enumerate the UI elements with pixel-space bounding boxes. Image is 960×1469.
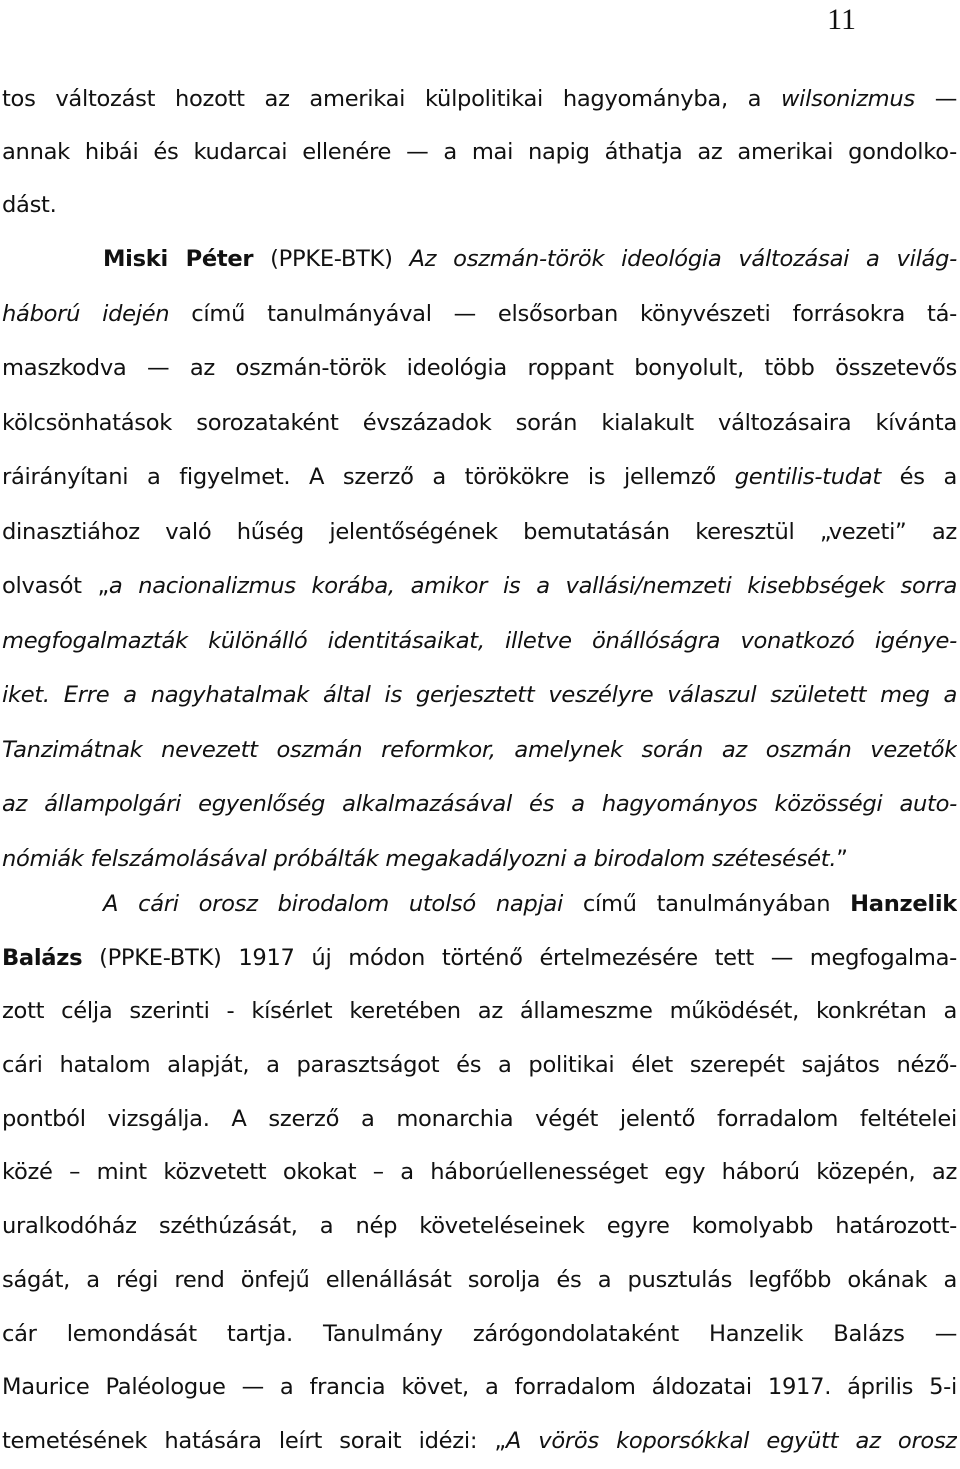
text-line bbox=[2, 1093, 957, 1147]
italic-text: Tanzimátnak nevezett oszmán reformkor, amelynek során az oszmán vezetők bbox=[2, 736, 957, 763]
text-line bbox=[2, 559, 957, 614]
text-line bbox=[2, 450, 957, 505]
text-line bbox=[2, 932, 957, 986]
paragraph bbox=[2, 878, 957, 1469]
text-run: című tanulmányával — elsősorban könyvészeti forrásokra tá- bbox=[169, 300, 957, 327]
italic-text: wilsonizmus bbox=[781, 86, 915, 112]
text-line bbox=[2, 1146, 957, 1200]
italic-text: Az oszmán-török ideológia változásai a világ- bbox=[409, 246, 957, 272]
bold-text: Balázs bbox=[2, 944, 83, 971]
text-line bbox=[2, 287, 957, 342]
text-run: cár lemondását tartja. Tanulmány zárógondolataként Hanzelik Balázs — bbox=[2, 1320, 957, 1347]
text-run: cári hatalom alapját, a parasztságot és a politikai élet szerepét sajátos néző- bbox=[2, 1052, 957, 1079]
text-run: dinasztiához való hűség jelentőségének bemutatásán keresztül „vezeti” az bbox=[2, 518, 957, 545]
italic-text: nómiák felszámolásával próbálták megakadályozni a birodalom szétesését. bbox=[2, 845, 837, 872]
page-number: 11 bbox=[827, 3, 856, 36]
text-line bbox=[2, 668, 957, 723]
text-line bbox=[2, 985, 957, 1039]
text-run: tos változást hozott az amerikai külpolitikai hagyományba, a bbox=[2, 86, 781, 112]
text-run: ságát, a régi rend önfejű ellenállását sorolja és a pusztulás legfőbb okának a bbox=[2, 1266, 957, 1293]
text-line bbox=[2, 1254, 957, 1308]
text-run: dást. bbox=[2, 192, 57, 218]
paragraph bbox=[2, 232, 957, 886]
text-run: zott célja szerinti - kísérlet keretében az állameszme működését, konkrétan a bbox=[2, 998, 957, 1025]
text-line bbox=[2, 1361, 957, 1415]
text-run: kölcsönhatások sorozataként évszázadok során kialakult változásaira kívánta bbox=[2, 409, 957, 436]
text-line bbox=[2, 878, 957, 932]
text-line bbox=[2, 614, 957, 669]
text-line bbox=[2, 1308, 957, 1362]
bold-text: Miski Péter bbox=[103, 246, 254, 272]
text-line bbox=[2, 1200, 957, 1254]
text-run: ” bbox=[836, 845, 848, 872]
text-run: uralkodóház széthúzását, a nép követeléseinek egyre komolyabb határozott- bbox=[2, 1213, 957, 1240]
italic-text: megfogalmazták különálló identitásaikat, illetve önállóságra vonatkozó igénye- bbox=[2, 627, 957, 654]
text-line bbox=[2, 179, 957, 232]
text-run: pontból vizsgálja. A szerző a monarchia végét jelentő forradalom feltételei bbox=[2, 1105, 957, 1132]
text-run: című tanulmányában bbox=[562, 891, 851, 917]
text-run: Maurice Paléologue — a francia követ, a forradalom áldozatai 1917. április 5-i bbox=[2, 1374, 957, 1401]
bold-text: Hanzelik bbox=[850, 891, 957, 917]
italic-text: A vörös koporsókkal együtt az orosz bbox=[505, 1427, 957, 1454]
italic-text: gentilis-tudat bbox=[734, 464, 881, 490]
text-line bbox=[2, 1415, 957, 1469]
text-line bbox=[2, 232, 957, 287]
italic-text: a nacionalizmus korába, amikor is a vallási/nemzeti kisebbségek sorra bbox=[108, 573, 957, 599]
italic-text: A cári orosz birodalom utolsó napjai bbox=[103, 891, 563, 917]
text-line bbox=[2, 126, 957, 179]
italic-text: az állampolgári egyenlőség alkalmazásával és a hagyományos közösségi auto- bbox=[2, 791, 957, 817]
text-line bbox=[2, 777, 957, 832]
text-run: annak hibái és kudarcai ellenére — a mai napig áthatja az amerikai gondolko- bbox=[2, 139, 957, 165]
text-run: ráirányítani a figyelmet. A szerző a törökökre is jellemző bbox=[2, 464, 735, 490]
text-line bbox=[2, 341, 957, 396]
text-run: (PPKE-BTK) bbox=[253, 246, 410, 272]
text-line bbox=[2, 505, 957, 560]
text-line bbox=[2, 396, 957, 451]
text-run: közé – mint közvetett okokat – a háborúellenességet egy háború közepén, az bbox=[2, 1159, 957, 1186]
text-line bbox=[2, 723, 957, 778]
text-run: és a bbox=[880, 464, 957, 490]
text-line bbox=[2, 73, 957, 126]
text-run: temetésének hatására leírt sorait idézi: „ bbox=[2, 1427, 506, 1454]
text-line bbox=[2, 1039, 957, 1093]
paragraph bbox=[2, 73, 957, 232]
text-run: olvasót „ bbox=[2, 573, 109, 599]
text-run: (PPKE-BTK) 1917 új módon történő értelmezésére tett — megfogalma- bbox=[82, 944, 957, 971]
text-run: — bbox=[914, 86, 957, 112]
italic-text: iket. Erre a nagyhatalmak által is gerjesztett veszélyre válaszul született meg a bbox=[2, 682, 957, 708]
italic-text: háború idején bbox=[2, 300, 170, 327]
text-run: maszkodva — az oszmán-török ideológia roppant bonyolult, több összetevős bbox=[2, 355, 957, 381]
